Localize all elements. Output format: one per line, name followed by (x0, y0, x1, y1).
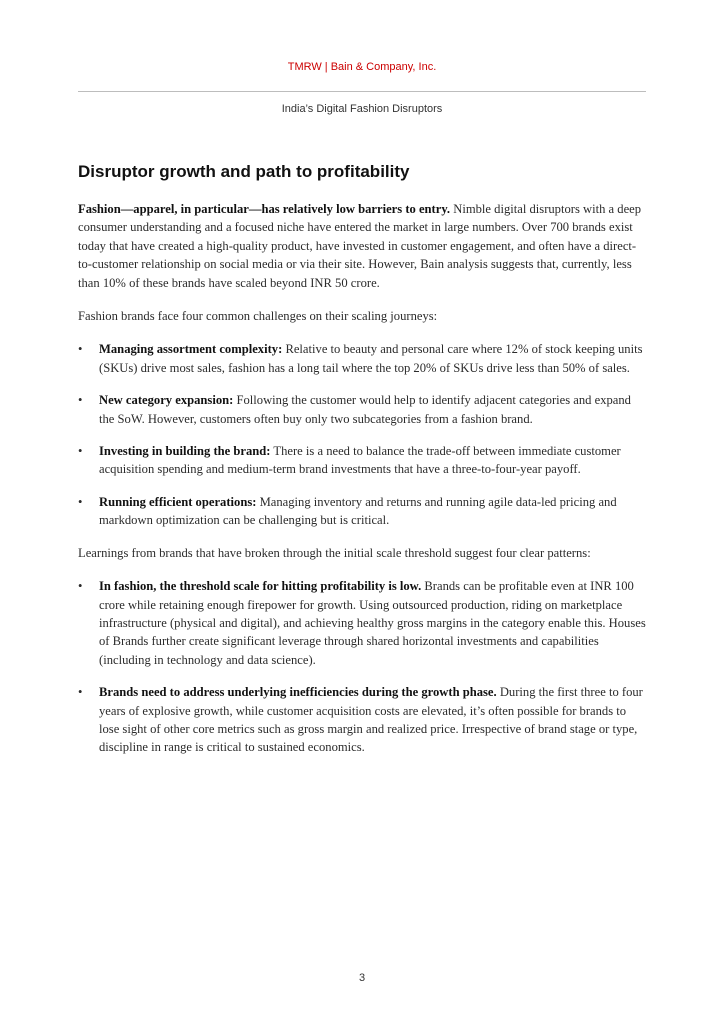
bullet-icon: • (78, 494, 83, 509)
bullet-icon: • (78, 444, 83, 459)
patterns-list (78, 577, 648, 757)
list-item (78, 683, 648, 757)
list-item-text: During the first three to four years of explosive growth, while customer acquisition costs are elevated, it’s often possible for brands to lose sight of other core metrics such as gross margin and realized price. Irrespective of brand stage or type, discipline in range is critical to sustained economics. (99, 685, 643, 755)
intro-bold-lead: Fashion—apparel, in particular—has relatively low barriers to entry. (78, 202, 451, 216)
main-content (78, 160, 648, 771)
challenges-list (78, 340, 648, 529)
list-item-heading: Brands need to address underlying inefficiencies during the growth phase. (99, 685, 497, 700)
patterns-intro: Learnings from brands that have broken through the initial scale threshold suggest four clear patterns: (78, 545, 591, 560)
list-item (78, 391, 648, 428)
report-title: India’s Digital Fashion Disruptors (281, 103, 443, 115)
bullet-icon: • (78, 685, 83, 700)
page-header-brand: TMRW | Bain & Company, Inc. (287, 61, 437, 73)
section-title: Disruptor growth and path to profitability (78, 162, 410, 181)
intro-text: Nimble digital disruptors with a deep consumer understanding and a focused niche have entered the market in large numbers. Over 700 brands exist today that have created a high-quality product, have invested in customer engagement, and often have a direct-to-customer relationship on social media or via their site. However, Bain analysis suggests that, currently, less than 10% of these brands have scaled beyond INR 50 crore. (78, 202, 642, 290)
list-item-heading: Investing in building the brand: (99, 444, 271, 459)
challenges-intro: Fashion brands face four common challenges on their scaling journeys: (78, 309, 438, 324)
list-item-text: Brands can be profitable even at INR 100 crore while retaining enough firepower for growth. Using outsourced production, riding on marketplace infrastructure (physical and digital), and achieving healthy gross margins in the category enable this. Houses of Brands further create significant leverage through shared horizontal investments and capabilities (including in technology and data science). (99, 579, 646, 667)
intro-paragraph (78, 200, 648, 292)
list-item (78, 340, 648, 377)
list-item (78, 493, 648, 530)
bullet-icon: • (78, 342, 83, 357)
list-item-heading: In fashion, the threshold scale for hitting profitability is low. (99, 579, 422, 594)
list-item-heading: Managing assortment complexity: (99, 342, 283, 357)
list-item-text: Following the customer would help to identify adjacent categories and expand the SoW. However, customers often buy only two subcategories from a fashion brand. (99, 393, 631, 426)
list-item-text: Managing inventory and returns and running agile data-led pricing and markdown optimization can be challenging but is critical. (99, 494, 617, 528)
list-item (78, 577, 648, 669)
list-item (78, 442, 648, 479)
list-item-heading: Running efficient operations: (99, 494, 257, 509)
bullet-icon: • (78, 579, 83, 594)
list-item-heading: New category expansion: (99, 393, 234, 408)
bullet-icon: • (78, 393, 83, 408)
list-item-text: There is a need to balance the trade-off between immediate customer acquisition spending and medium-term brand investments that have a three-to-four-year payoff. (99, 444, 621, 477)
list-item-text: Relative to beauty and personal care where 12% of stock keeping units (SKUs) drive most sales, fashion has a long tail where the top 20% of SKUs drive less than 50% of sales. (99, 342, 643, 375)
header-divider (78, 91, 646, 92)
page-number: 3 (358, 972, 366, 984)
